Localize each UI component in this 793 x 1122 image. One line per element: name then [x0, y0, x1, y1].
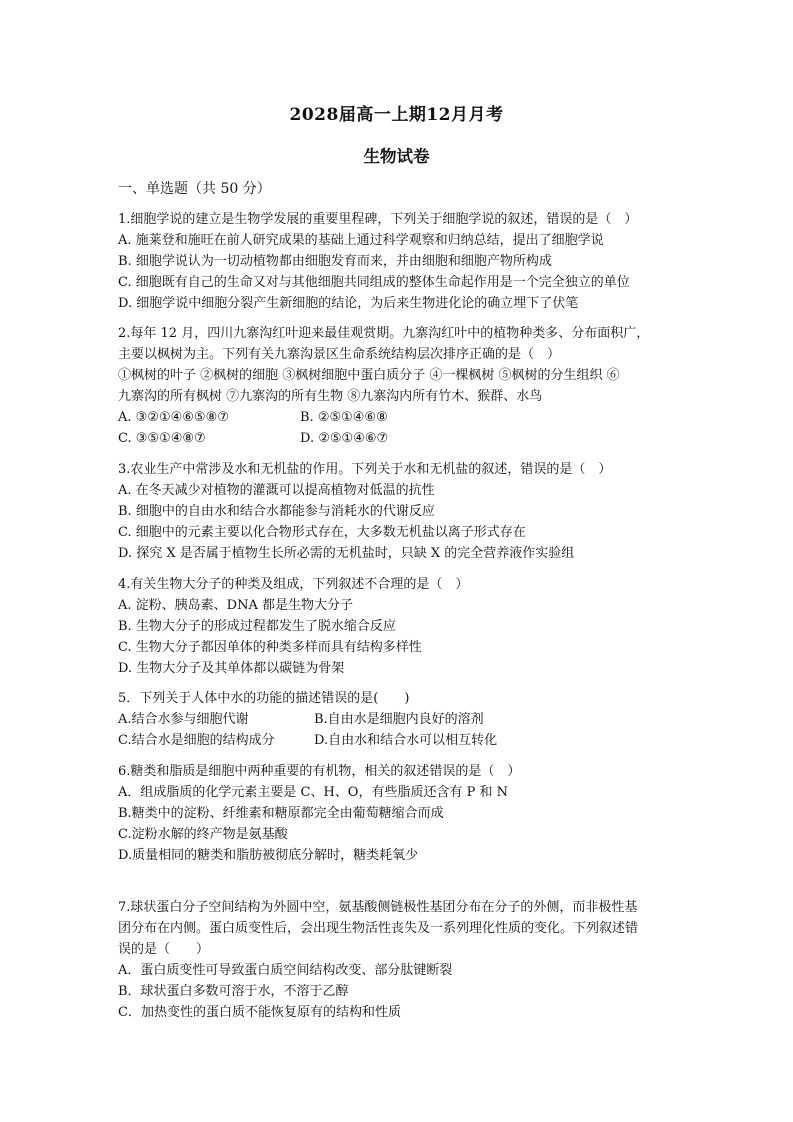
question-2-option-d: D. ②⑤①④⑥⑦	[300, 431, 389, 446]
page-title: 2028届高一上期12月月考	[289, 105, 504, 125]
question-6-option-c: C.淀粉水解的终产物是氨基酸	[118, 827, 288, 842]
question-5-stem: 5．下列关于人体中水的功能的描述错误的是( )	[118, 691, 410, 706]
question-5-option-b: B.自由水是细胞内良好的溶剂	[314, 712, 484, 727]
question-2-option-a: A. ③②①④⑥⑤⑧⑦	[118, 410, 229, 425]
question-5-option-a: A.结合水参与细胞代谢	[118, 712, 249, 727]
section-heading: 一、单选题（共 50 分）	[118, 181, 271, 197]
question-4-option-b: B. 生物大分子的形成过程都发生了脱水缩合反应	[118, 619, 396, 634]
question-7-option-b: B．球状蛋白多数可溶于水，不溶于乙醇	[118, 984, 349, 999]
question-2-stem-line-2: 主要以枫树为主。下列有关九寨沟景区生命系统结构层次排序正确的是（ ）	[118, 347, 561, 362]
question-7-option-c: C．加热变性的蛋白质不能恢复原有的结构和性质	[118, 1005, 401, 1020]
question-4-option-d: D. 生物大分子及其单体都以碳链为骨架	[118, 661, 345, 676]
question-3-option-a: A. 在冬天减少对植物的灌溉可以提高植物对低温的抗性	[118, 483, 435, 498]
question-1-stem: 1.细胞学说的建立是生物学发展的重要里程碑，下列关于细胞学说的叙述，错误的是（ ）	[118, 212, 638, 227]
question-4-option-a: A. 淀粉、胰岛素、DNA 都是生物大分子	[118, 598, 353, 613]
question-3-option-d: D. 探究 X 是否属于植物生长所必需的无机盐时，只缺 X 的完全营养液作实验组	[118, 546, 575, 561]
question-4-option-c: C. 生物大分子都因单体的种类多样而具有结构多样性	[118, 640, 422, 655]
question-5-option-d: D.自由水和结合水可以相互转化	[314, 733, 498, 748]
question-2-items-line-2: 九寨沟的所有枫树 ⑦九寨沟的所有生物 ⑧九寨沟内所有竹木、猴群、水鸟	[118, 389, 543, 404]
question-3-stem: 3.农业生产中常涉及水和无机盐的作用。下列关于水和无机盐的叙述，错误的是（ ）	[118, 462, 612, 477]
page-subtitle: 生物试卷	[363, 147, 430, 166]
question-5-option-c: C.结合水是细胞的结构成分	[118, 733, 275, 748]
question-7-stem-line-1: 7.球状蛋白分子空间结构为外圆中空，氨基酸侧链极性基团分布在分子的外侧，而非极性基	[118, 900, 638, 915]
question-7-stem-line-2: 团分布在内侧。蛋白质变性后，会出现生物活性丧失及一系列理化性质的变化。下列叙述错	[118, 921, 639, 936]
question-6-option-a: A．组成脂质的化学元素主要是 C、H、O，有些脂质还含有 P 和 N	[118, 785, 508, 800]
question-3-option-b: B. 细胞中的自由水和结合水都能参与消耗水的代谢反应	[118, 504, 435, 519]
question-6-option-b: B.糖类中的淀粉、纤维素和糖原都完全由葡萄糖缩合而成	[118, 806, 444, 821]
question-2-items-line-1: ①枫树的叶子 ②枫树的细胞 ③枫树细胞中蛋白质分子 ④一棵枫树 ⑤枫树的分生组织 ⑥	[118, 368, 620, 383]
question-1-option-a: A. 施莱登和施旺在前人研究成果的基础上通过科学观察和归纳总结，提出了细胞学说	[118, 233, 604, 248]
question-1-option-b: B. 细胞学说认为一切动植物都由细胞发育而来，并由细胞和细胞产物所构成	[118, 254, 552, 269]
question-7-option-a: A．蛋白质变性可导致蛋白质空间结构改变、部分肽键断裂	[118, 963, 453, 978]
question-2-option-c: C. ③⑤①④⑧⑦	[118, 431, 206, 446]
question-1-option-c: C. 细胞既有自己的生命又对与其他细胞共同组成的整体生命起作用是一个完全独立的单位	[118, 275, 630, 290]
question-6-option-d: D.质量相同的糖类和脂肪被彻底分解时，糖类耗氧少	[118, 848, 419, 863]
question-4-stem: 4.有关生物大分子的种类及组成，下列叙述不合理的是（ ）	[118, 577, 469, 592]
question-1-option-d: D. 细胞学说中细胞分裂产生新细胞的结论，为后来生物进化论的确立埋下了伏笔	[118, 296, 579, 311]
question-2-option-b: B. ②⑤①④⑥⑧	[300, 410, 388, 425]
question-7-stem-line-3: 误的是（ ）	[118, 942, 210, 957]
question-3-option-c: C. 细胞中的元素主要以化合物形式存在，大多数无机盐以离子形式存在	[118, 525, 526, 540]
question-2-stem-line-1: 2.每年 12 月，四川九寨沟红叶迎来最佳观赏期。九寨沟红叶中的植物种类多、分布面积广，	[118, 326, 650, 341]
question-6-stem: 6.糖类和脂质是细胞中两种重要的有机物，相关的叙述错误的是（ ）	[118, 764, 521, 779]
